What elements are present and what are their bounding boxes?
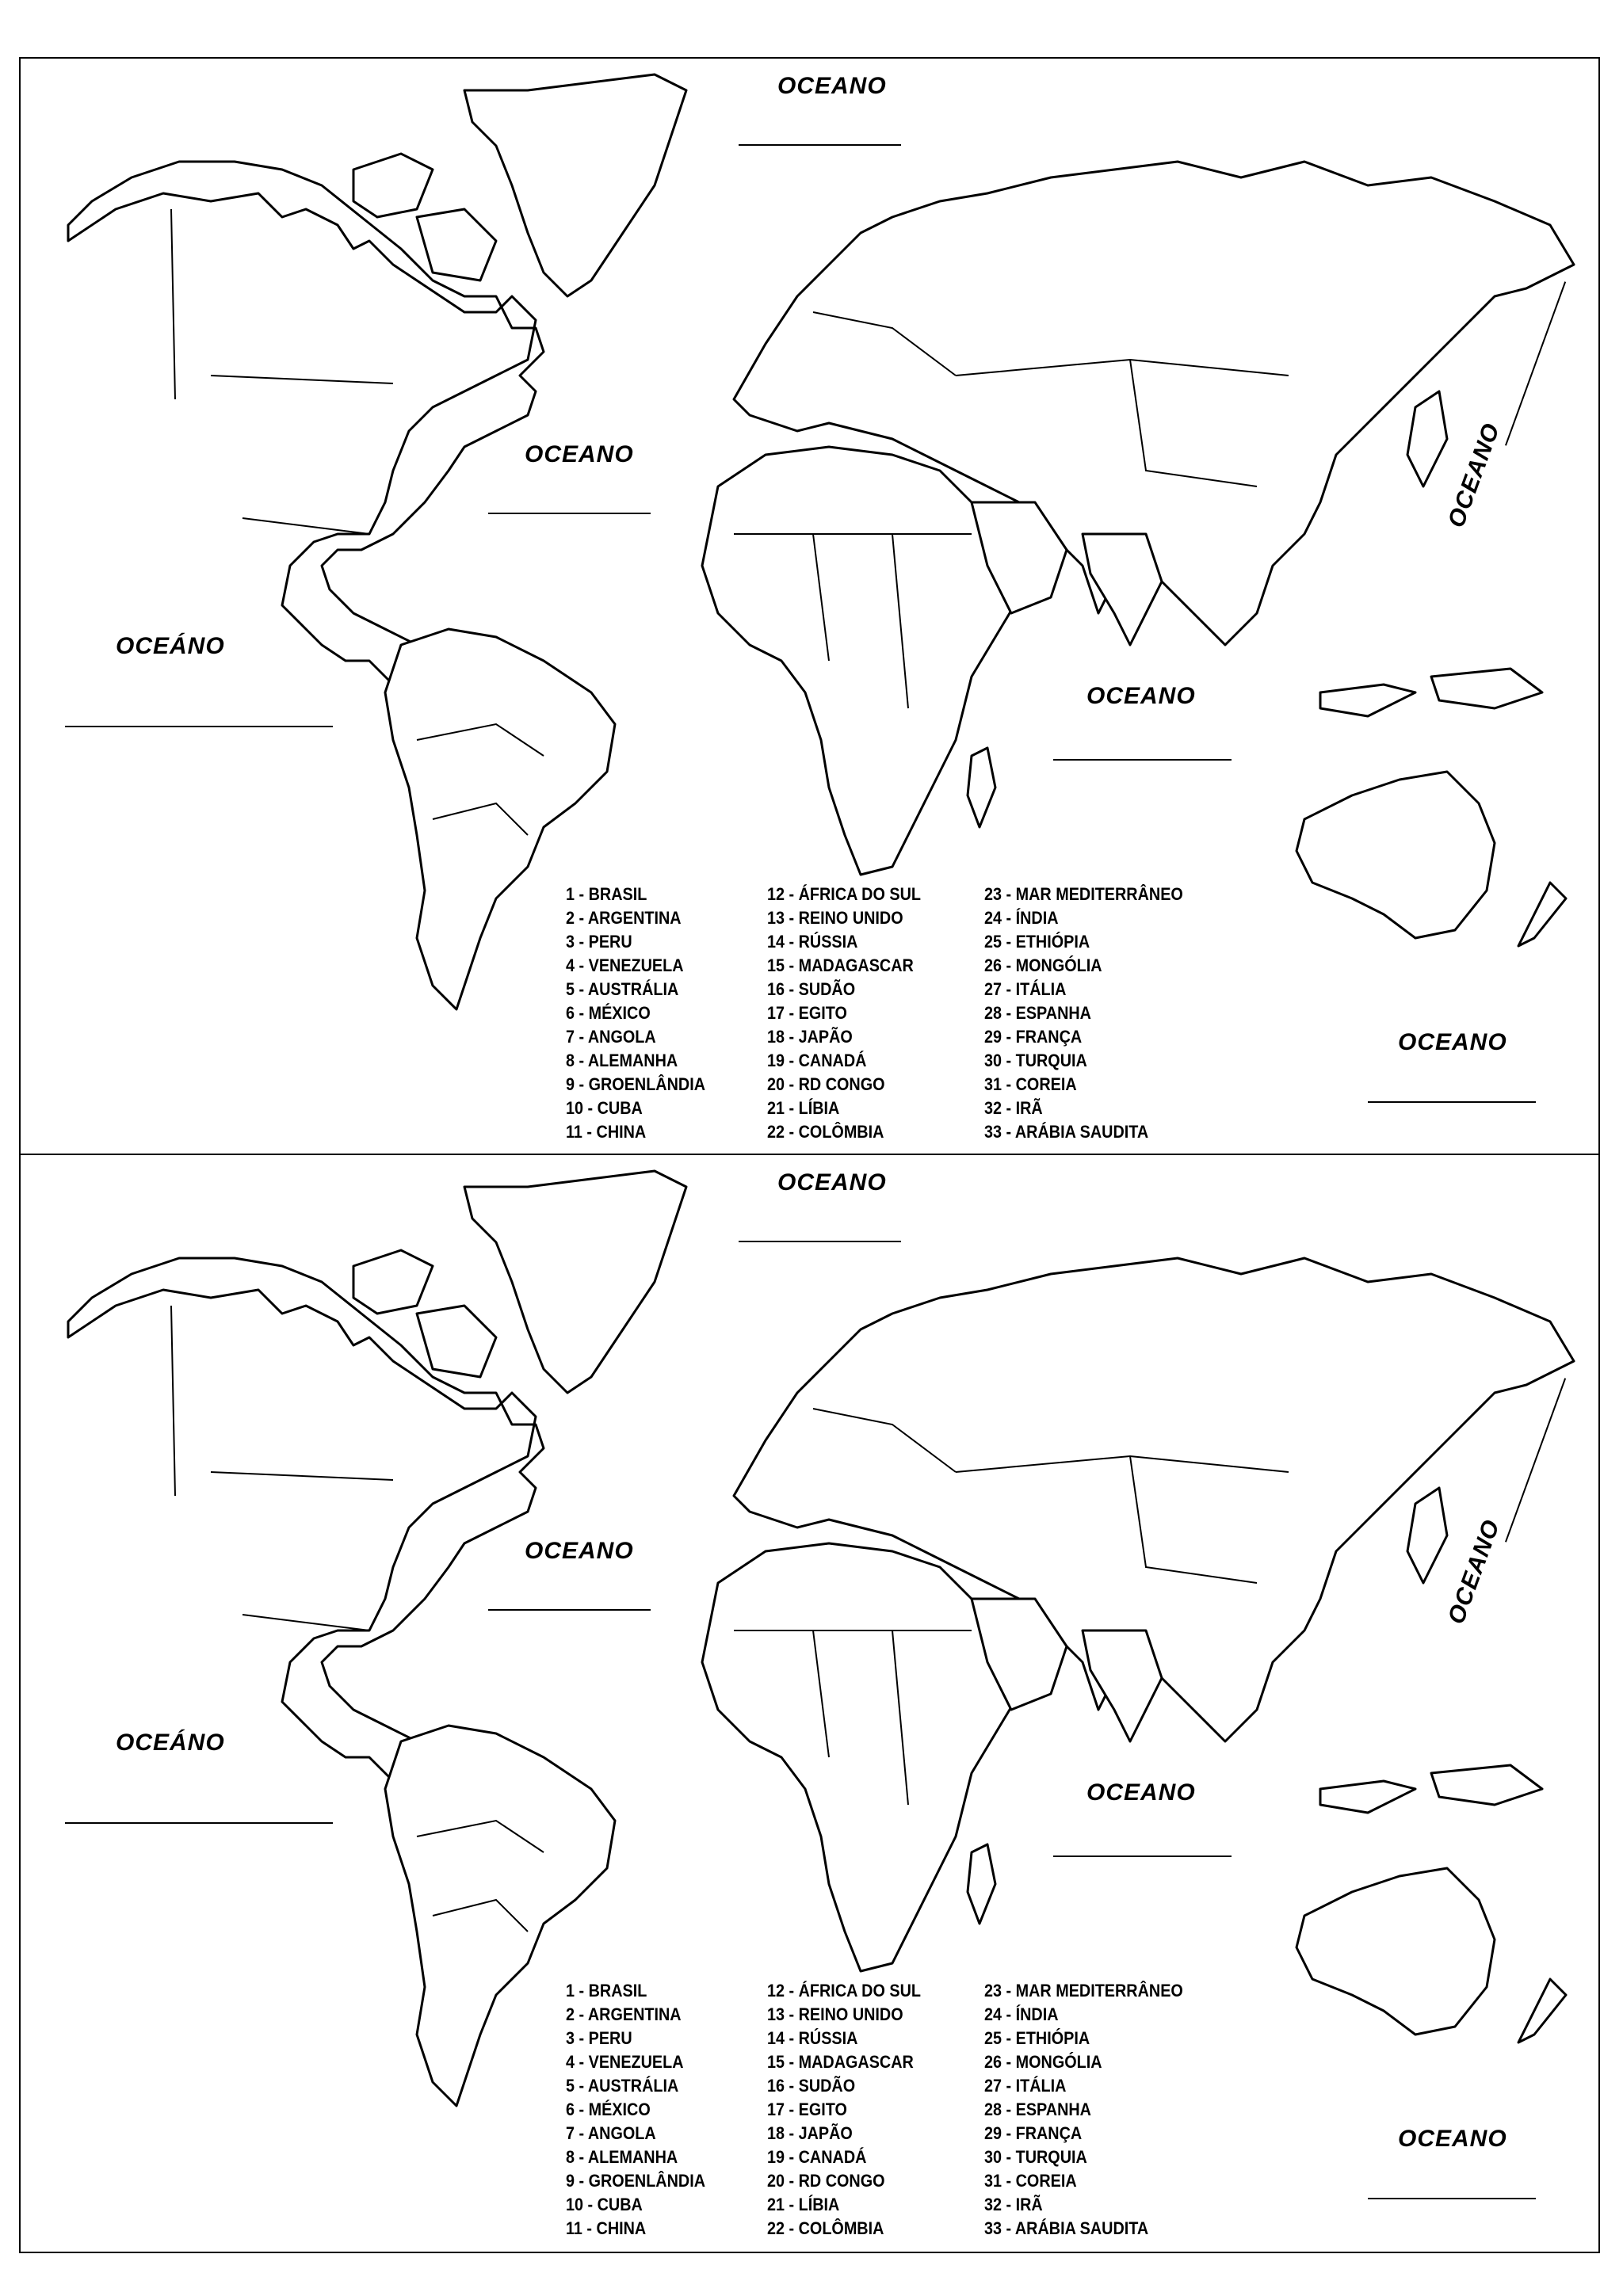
legend-item: 17 - EGITO — [767, 1003, 847, 1023]
legend-item: 20 - RD CONGO — [767, 2171, 885, 2191]
legend-column-3 — [984, 883, 1205, 1144]
legend-item: 23 - MAR MEDITERRÂNEO — [984, 1981, 1183, 2000]
legend-item: 29 - FRANÇA — [984, 1027, 1083, 1047]
ocean-label-southern: OCEANO — [1398, 2126, 1507, 2152]
africa-outline — [702, 1543, 1019, 1971]
legend-item: 16 - SUDÃO — [767, 979, 856, 999]
legend-item: 8 - ALEMANHA — [566, 2147, 678, 2167]
ocean-answer-line-indian[interactable] — [1053, 759, 1232, 761]
map-panel-top — [19, 57, 1600, 1155]
legend-item: 1 - BRASIL — [566, 1981, 647, 2000]
ocean-label-atlantic: OCEANO — [525, 441, 634, 467]
legend-item: 11 - CHINA — [566, 2218, 647, 2238]
legend-item: 18 - JAPÃO — [767, 1027, 853, 1047]
ocean-label-pacific-east: OCEANO — [1443, 419, 1506, 532]
legend-item: 32 - IRÃ — [984, 2195, 1043, 2214]
legend-item: 17 - EGITO — [767, 2100, 847, 2119]
legend-item: 25 - ETHIÓPIA — [984, 932, 1090, 952]
legend-item: 6 - MÉXICO — [566, 1003, 651, 1023]
legend-column-2 — [767, 883, 938, 1144]
country-legend — [566, 1979, 1216, 2248]
legend-item: 30 - TURQUIA — [984, 1051, 1087, 1070]
legend-item: 27 - ITÁLIA — [984, 979, 1067, 999]
ocean-label-atlantic: OCEANO — [525, 1538, 634, 1564]
ocean-label-pacific-west: OCEÁNO — [116, 633, 225, 659]
legend-item: 14 - RÚSSIA — [767, 932, 858, 952]
legend-item: 4 - VENEZUELA — [566, 955, 684, 975]
ocean-answer-line-north[interactable] — [739, 1241, 901, 1242]
legend-item: 9 - GROENLÂNDIA — [566, 1074, 706, 1094]
ocean-label-pacific-east: OCEANO — [1443, 1516, 1506, 1628]
legend-item: 5 - AUSTRÁLIA — [566, 979, 679, 999]
australia-outline — [1296, 772, 1495, 938]
legend-item: 26 - MONGÓLIA — [984, 955, 1102, 975]
legend-item: 12 - ÁFRICA DO SUL — [767, 884, 921, 904]
legend-item: 14 - RÚSSIA — [767, 2028, 858, 2048]
greenland-outline — [464, 74, 686, 296]
legend-item: 10 - CUBA — [566, 1098, 643, 1118]
ocean-label-north: OCEANO — [777, 73, 887, 99]
legend-item: 11 - CHINA — [566, 1122, 647, 1142]
legend-column-1 — [566, 883, 721, 1144]
legend-item: 8 - ALEMANHA — [566, 1051, 678, 1070]
ocean-answer-line-indian[interactable] — [1053, 1855, 1232, 1857]
ocean-label-southern: OCEANO — [1398, 1029, 1507, 1055]
ocean-answer-line-southern[interactable] — [1368, 1101, 1536, 1103]
greenland-outline — [464, 1171, 686, 1393]
legend-item: 28 - ESPANHA — [984, 2100, 1091, 2119]
ocean-label-indian: OCEANO — [1086, 1779, 1196, 1806]
legend-item: 16 - SUDÃO — [767, 2076, 856, 2096]
ocean-label-north: OCEANO — [777, 1169, 887, 1196]
legend-column-1 — [566, 1979, 721, 2241]
legend-item: 4 - VENEZUELA — [566, 2052, 684, 2072]
legend-item: 15 - MADAGASCAR — [767, 2052, 914, 2072]
map-panel-bottom — [19, 1155, 1600, 2253]
legend-item: 30 - TURQUIA — [984, 2147, 1087, 2167]
legend-item: 6 - MÉXICO — [566, 2100, 651, 2119]
ocean-answer-line-pacific-west[interactable] — [65, 1822, 333, 1824]
legend-item: 33 - ARÁBIA SAUDITA — [984, 1122, 1149, 1142]
legend-item: 20 - RD CONGO — [767, 1074, 885, 1094]
legend-item: 19 - CANADÁ — [767, 1051, 867, 1070]
legend-item: 3 - PERU — [566, 2028, 632, 2048]
legend-item: 31 - COREIA — [984, 1074, 1077, 1094]
legend-item: 12 - ÁFRICA DO SUL — [767, 1981, 921, 2000]
legend-item: 19 - CANADÁ — [767, 2147, 867, 2167]
legend-item: 24 - ÍNDIA — [984, 908, 1059, 928]
legend-item: 13 - REINO UNIDO — [767, 908, 903, 928]
legend-item: 21 - LÍBIA — [767, 1098, 840, 1118]
legend-item: 27 - ITÁLIA — [984, 2076, 1067, 2096]
legend-item: 3 - PERU — [566, 932, 632, 952]
legend-item: 29 - FRANÇA — [984, 2123, 1083, 2143]
ocean-answer-line-atlantic[interactable] — [488, 513, 651, 514]
legend-item: 10 - CUBA — [566, 2195, 643, 2214]
ocean-answer-line-pacific-west[interactable] — [65, 726, 333, 727]
legend-item: 21 - LÍBIA — [767, 2195, 840, 2214]
legend-item: 7 - ANGOLA — [566, 2123, 656, 2143]
legend-item: 22 - COLÔMBIA — [767, 1122, 884, 1142]
ocean-answer-line-atlantic[interactable] — [488, 1609, 651, 1611]
australia-outline — [1296, 1868, 1495, 2035]
legend-item: 5 - AUSTRÁLIA — [566, 2076, 679, 2096]
legend-item: 23 - MAR MEDITERRÂNEO — [984, 884, 1183, 904]
legend-item: 2 - ARGENTINA — [566, 2004, 682, 2024]
legend-item: 33 - ARÁBIA SAUDITA — [984, 2218, 1149, 2238]
ocean-answer-line-southern[interactable] — [1368, 2198, 1536, 2199]
legend-item: 13 - REINO UNIDO — [767, 2004, 903, 2024]
legend-item: 2 - ARGENTINA — [566, 908, 682, 928]
legend-item: 28 - ESPANHA — [984, 1003, 1091, 1023]
legend-item: 31 - COREIA — [984, 2171, 1077, 2191]
legend-item: 15 - MADAGASCAR — [767, 955, 914, 975]
legend-column-3 — [984, 1979, 1205, 2241]
legend-item: 7 - ANGOLA — [566, 1027, 656, 1047]
legend-item: 25 - ETHIÓPIA — [984, 2028, 1090, 2048]
country-legend — [566, 883, 1216, 1152]
legend-item: 9 - GROENLÂNDIA — [566, 2171, 706, 2191]
ocean-label-pacific-west: OCEÁNO — [116, 1730, 225, 1756]
legend-item: 18 - JAPÃO — [767, 2123, 853, 2143]
ocean-label-indian: OCEANO — [1086, 683, 1196, 709]
legend-item: 26 - MONGÓLIA — [984, 2052, 1102, 2072]
legend-item: 32 - IRÃ — [984, 1098, 1043, 1118]
legend-item: 22 - COLÔMBIA — [767, 2218, 884, 2238]
ocean-answer-line-north[interactable] — [739, 144, 901, 146]
legend-column-2 — [767, 1979, 938, 2241]
legend-item: 24 - ÍNDIA — [984, 2004, 1059, 2024]
africa-outline — [702, 447, 1019, 875]
legend-item: 1 - BRASIL — [566, 884, 647, 904]
